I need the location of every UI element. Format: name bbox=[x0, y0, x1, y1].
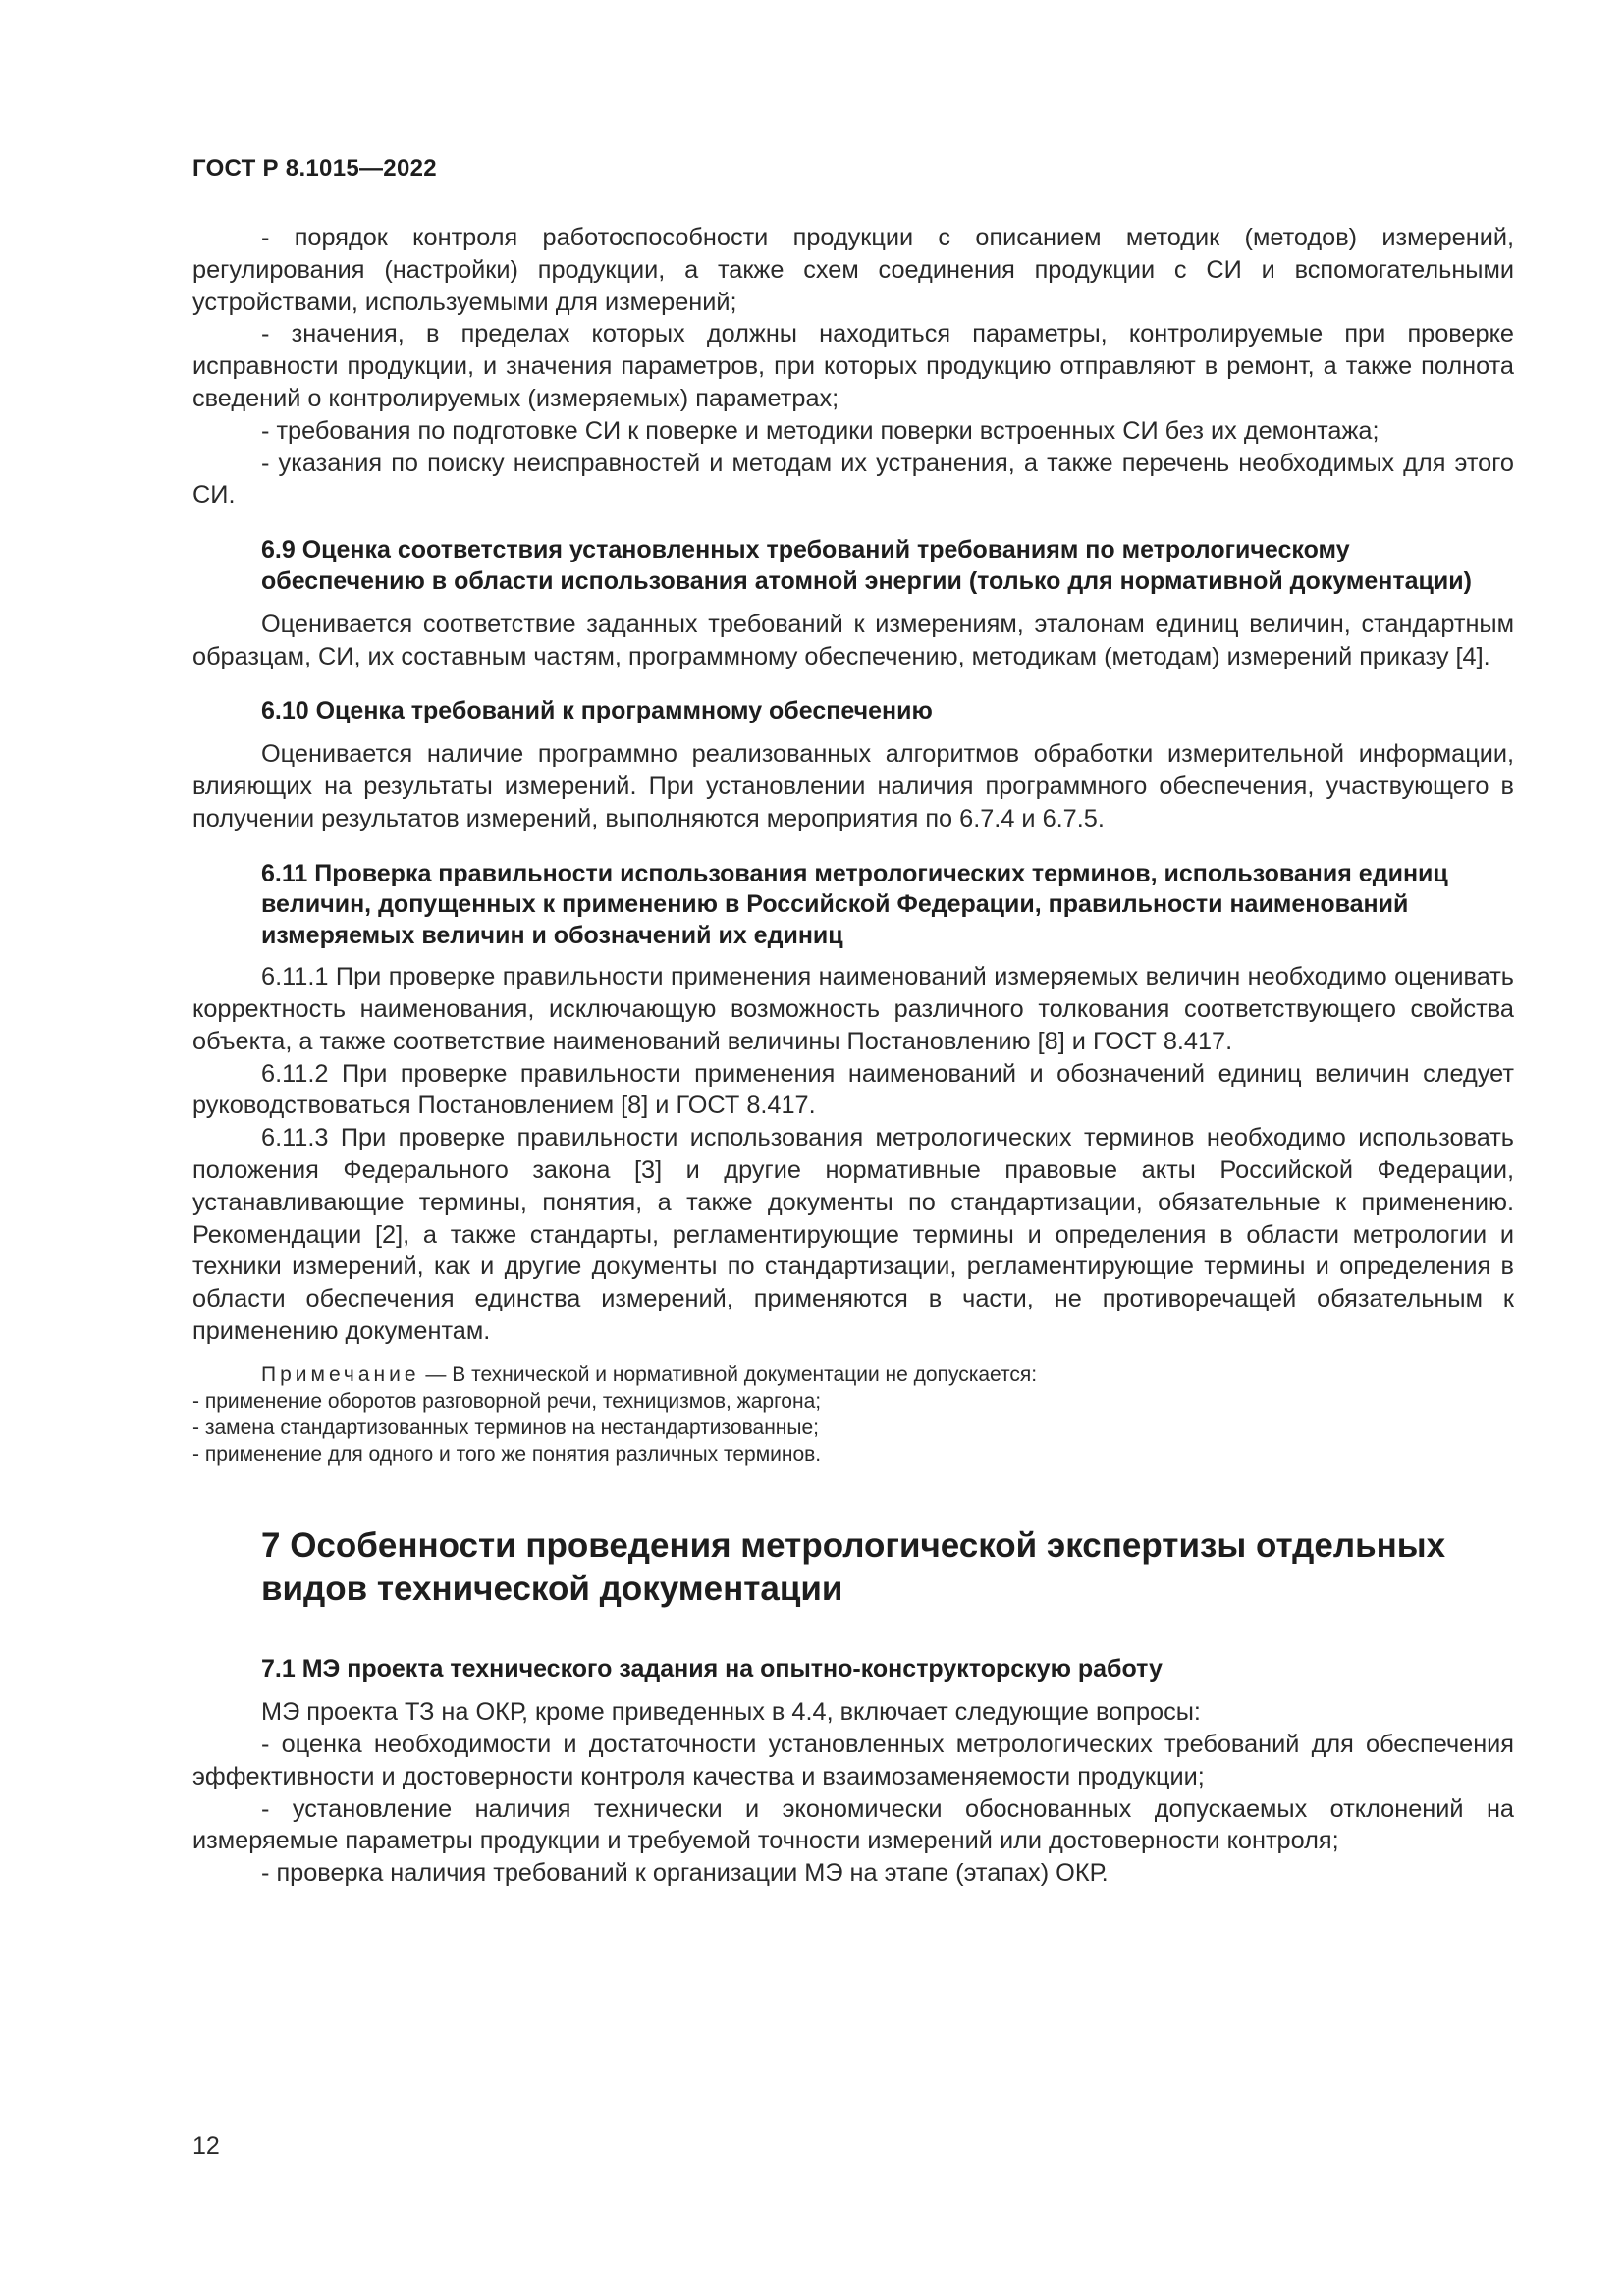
note-item: - замена стандартизованных терминов на нестандартизованные; bbox=[192, 1415, 820, 1439]
list-item-parameter-values: - значения, в пределах которых должны находиться параметры, контролируемые при проверке исправности продукции, и значения параметров, при которых продукцию отправляют в ремонт, а также полнота сведений о контролируемых (измеряемых) параметрах; bbox=[192, 320, 1514, 412]
paragraph-6-11-2: 6.11.2 При проверке правильности применения наименований и обозначений единиц величин следует руководствоваться Постановлением [8] и ГОСТ 8.417. bbox=[192, 1059, 1514, 1120]
note-item: - применение оборотов разговорной речи, техницизмов, жаргона; bbox=[192, 1389, 822, 1413]
list-item-tolerances: - установление наличия технически и экономически обоснованных допускаемых отклонений на измеряемые параметры продукции и требуемой точности измерений или достоверности контроля; bbox=[192, 1794, 1514, 1855]
document-header: ГОСТ Р 8.1015—2022 bbox=[192, 155, 437, 182]
note-text: — В технической и нормативной документации не допускается: bbox=[419, 1362, 1038, 1386]
list-item-fault-finding: - указания по поиску неисправностей и методам их устранения, а также перечень необходимых для этого СИ. bbox=[192, 449, 1514, 509]
list-item-requirements-assessment: - оценка необходимости и достаточности установленных метрологических требований для обеспечения эффективности и достоверности контроля качества и взаимозаменяемости продукции; bbox=[192, 1731, 1514, 1790]
paragraph-7-1: МЭ проекта ТЗ на ОКР, кроме приведенных в 4.4, включает следующие вопросы: bbox=[261, 1698, 1201, 1727]
note-label: Примечание bbox=[261, 1362, 420, 1386]
paragraph-6-9: Оценивается соответствие заданных требований к измерениям, эталонам единиц величин, стандартным образцам, СИ, их составным частям, программному обеспечению, методикам (методам) измерений приказу [4]. bbox=[192, 611, 1514, 670]
list-item-control-procedure: - порядок контроля работоспособности продукции с описанием методик (методов) измерений, регулирования (настройки) продукции, а также схем соединения продукции с СИ и вспомогательными устройствами, используемыми для измерений; bbox=[192, 224, 1514, 316]
paragraph-6-11-1: 6.11.1 При проверке правильности применения наименований измеряемых величин необходимо оценивать корректность наименования, исключающую возможность различного толкования соответствующего свойства объекта, а также соответствие наименований величины Постановлению [8] и ГОСТ 8.417. bbox=[192, 963, 1514, 1055]
section-heading-6-11: 6.11 Проверка правильности использования метрологических терминов, использования единиц величин, допущенных к применению в Российской Федерации, правильности наименований измеряемых величин и обозначений их единиц bbox=[261, 859, 1448, 949]
list-item-verification-prep: - требования по подготовке СИ к поверке и методики поверки встроенных СИ без их демонтажа; bbox=[261, 416, 1380, 445]
section-heading-6-10: 6.10 Оценка требований к программному обеспечению bbox=[261, 696, 933, 724]
note-intro bbox=[192, 1362, 1514, 1388]
list-item-me-organization: - проверка наличия требований к организации МЭ на этапе (этапах) ОКР. bbox=[261, 1859, 1109, 1888]
section-heading-7-1: 7.1 МЭ проекта технического задания на опытно-конструкторскую работу bbox=[261, 1654, 1163, 1682]
paragraph-6-11-3: 6.11.3 При проверке правильности использования метрологических терминов необходимо использовать положения Федерального закона [3] и другие нормативные правовые акты Российской Федерации, устанавливающие термины, понятия, а также документы по стандартизации, обязательные к применению. Рекомендации [2], а также стандарты, регламентирующие термины и определения в области метрологии и техники измерений, как и другие документы по стандартизации, регламентирующие термины и определения в области обеспечения единства измерений, применяются в части, не противоречащей обязательным к применению документам. bbox=[192, 1124, 1514, 1345]
paragraph-6-10: Оценивается наличие программно реализованных алгоритмов обработки измерительной информации, влияющих на результаты измерений. При установлении наличия программного обеспечения, участвующего в получении результатов измерений, выполняются мероприятия по 6.7.4 и 6.7.5. bbox=[192, 740, 1514, 832]
chapter-heading-7: 7 Особенности проведения метрологической экспертизы отдельных видов технической документации bbox=[261, 1525, 1446, 1608]
note-block bbox=[192, 1362, 1514, 1468]
page-number: 12 bbox=[192, 2132, 220, 2160]
page-content bbox=[192, 222, 1514, 1890]
section-heading-6-9: 6.9 Оценка соответствия установленных требований требованиям по метрологическому обеспечению в области использования атомной энергии (только для нормативной документации) bbox=[261, 536, 1472, 595]
note-item: - применение для одного и того же понятия различных терминов. bbox=[192, 1442, 822, 1466]
